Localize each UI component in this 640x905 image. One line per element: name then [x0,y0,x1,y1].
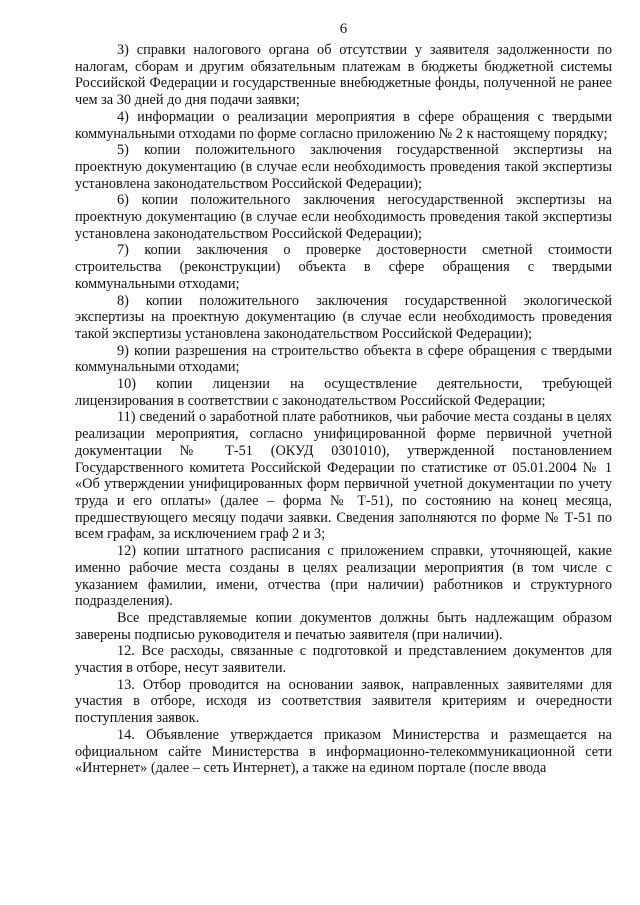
paragraph-section-14: 14. Объявление утверждается приказом Министерства и размещается на официальном сайте Министерства в информационно-телекоммуникационной сети «Интернет» (далее – сеть Интернет), а также на едином портале (после ввода [75,726,612,777]
paragraph-item-4: 4) информации о реализации мероприятия в сфере обращения с твердыми коммунальными отходами по форме согласно приложению № 2 к настоящему порядку; [75,108,612,142]
paragraph-item-10: 10) копии лицензии на осуществление деятельности, требующей лицензирования в соответствии с законодательством Российской Федерации; [75,376,612,409]
page-number: 6 [339,21,348,37]
paragraph-item-9: 9) копии разрешения на строительство объекта в сфере обращения с твердыми коммунальными отходами; [75,342,612,376]
paragraph-item-6: 6) копии положительного заключения негосударственной экспертизы на проектную документацию (в случае если необходимость проведения такой экспертизы установлена законодательством Российской Федерации); [75,192,612,242]
paragraph-item-5: 5) копии положительного заключения государственной экспертизы на проектную документацию (в случае если необходимость проведения такой экспертизы установлена законодательством Российской Федерации); [75,142,612,192]
paragraph-section-12: 12. Все расходы, связанные с подготовкой и представлением документов для участия в отборе, несут заявители. [75,643,612,677]
paragraph-copies-certification: Все представляемые копии документов должны быть надлежащим образом заверены подписью руководителя и печатью заявителя (при наличии). [75,609,612,643]
paragraph-item-8: 8) копии положительного заключения государственной экологической экспертизы на проектную документацию (в случае если необходимость проведения такой экспертизы установлена законодательством Российской Федерации); [75,292,612,342]
paragraph-item-11: 11) сведений о заработной плате работников, чьи рабочие места созданы в целях реализации мероприятия, согласно унифицированной форме первичной учетной документации № Т-51 (ОКУД 0301010), утвержденной постановлением Государственного комитета Российской Федерации по статистике от 05.01.2004 № 1 «Об утверждении унифицированных форм первичной учетной документации по учету труда и его оплаты» (далее – форма № Т-51), по состоянию на конец месяца, предшествующего месяцу подачи заявки. Сведения заполняются по форме № Т-51 по всем графам, за исключением граф 2 и 3; [75,409,612,543]
paragraph-item-12: 12) копии штатного расписания с приложением справки, уточняющей, какие именно рабочие места созданы в целях реализации мероприятия (в том числе с указанием фамилии, имени, отчества (при наличии) работников и структурного подразделения). [75,543,612,610]
document-page [75,20,612,777]
paragraph-item-7: 7) копии заключения о проверке достоверности сметной стоимости строительства (реконструкции) объекта в сфере обращения с твердыми коммунальными отходами; [75,242,612,292]
paragraph-section-13: 13. Отбор проводится на основании заявок, направленных заявителями для участия в отборе, исходя из соответствия заявителя критериям и очередности поступления заявок. [75,676,612,727]
paragraph-item-3: 3) справки налогового органа об отсутствии у заявителя задолженности по налогам, сборам и другим обязательным платежам в бюджеты бюджетной системы Российской Федерации и государственные внебюджетные фонды, полученной не ранее чем за 30 дней до дня подачи заявки; [75,42,612,109]
